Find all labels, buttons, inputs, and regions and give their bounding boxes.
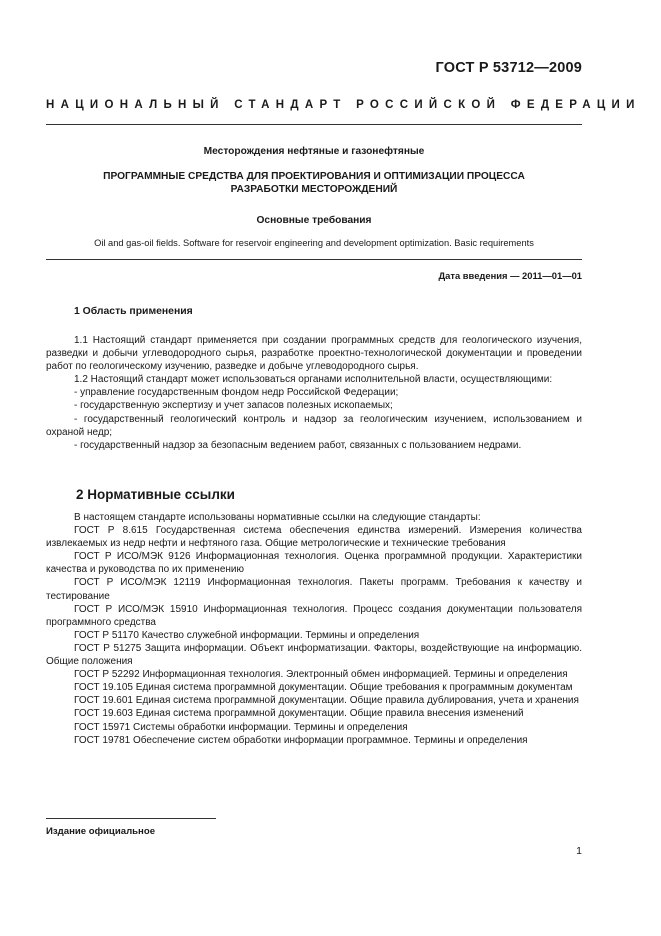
- document-title: [46, 171, 582, 196]
- section-1-heading: 1 Область применения: [74, 306, 193, 317]
- document-code: ГОСТ Р 53712—2009: [435, 60, 582, 76]
- section-2-body: [46, 511, 582, 747]
- reference-item: ГОСТ Р 52292 Информационная технология. Электронный обмен информацией. Термины и определения: [74, 669, 568, 681]
- title-line-2: РАЗРАБОТКИ МЕСТОРОЖДЕНИЙ: [230, 183, 398, 195]
- list-item: - управление государственным фондом недр Российской Федерации;: [74, 387, 399, 399]
- footer-divider: [46, 818, 216, 819]
- section-2-heading: 2 Нормативные ссылки: [76, 487, 235, 502]
- reference-item: ГОСТ 19.601 Единая система программной документации. Общие правила дублирования, учета и хранения: [74, 695, 579, 707]
- section-1-body: [46, 334, 582, 452]
- document-page: [46, 0, 641, 936]
- reference-item: ГОСТ 19.105 Единая система программной документации. Общие требования к программным документам: [74, 682, 573, 694]
- list-item: - государственный геологический контроль и надзор за геологическим изучением, использованием и охраной недр;: [46, 413, 582, 438]
- reference-item: ГОСТ Р 51275 Защита информации. Объект информатизации. Факторы, воздействующие на информацию. Общие положения: [46, 642, 582, 668]
- reference-item: ГОСТ Р ИСО/МЭК 12119 Информационная технология. Пакеты программ. Требования к качеству и тестирование: [46, 577, 582, 602]
- list-item: - государственный надзор за безопасным ведением работ, связанных с пользованием недрами.: [74, 439, 522, 451]
- title-line-1: ПРОГРАММНЫЕ СРЕДСТВА ДЛЯ ПРОЕКТИРОВАНИЯ И ОПТИМИЗАЦИИ ПРОЦЕССА: [103, 171, 525, 182]
- references-intro: В настоящем стандарте использованы нормативные ссылки на следующие стандарты:: [74, 512, 481, 523]
- reference-item: ГОСТ 19781 Обеспечение систем обработки информации программное. Термины и определения: [74, 734, 528, 746]
- introduction-date: Дата введения — 2011—01—01: [438, 270, 582, 281]
- reference-item: ГОСТ 15971 Системы обработки информации. Термины и определения: [74, 721, 408, 733]
- reference-item: ГОСТ Р ИСО/МЭК 15910 Информационная технология. Процесс создания документации пользователя программного средства: [46, 603, 582, 628]
- official-edition-label: Издание официальное: [46, 826, 156, 837]
- paragraph-1-1: 1.1 Настоящий стандарт применяется при создании программных средств для геологического изучения, разведки и добычи углеводородного сырья, разработке проектно-технологической документации и проведении работ по геологическому изучению, разведке и добыче углеводородного сырья.: [46, 335, 582, 373]
- field-of-application: Месторождения нефтяные и газонефтяные: [203, 146, 425, 157]
- national-standard-banner: НАЦИОНАЛЬНЫЙ СТАНДАРТ РОССИЙСКОЙ ФЕДЕРАЦИИ: [46, 99, 641, 111]
- title-divider: [46, 259, 582, 260]
- header-divider: [46, 124, 582, 125]
- reference-item: ГОСТ Р ИСО/МЭК 9126 Информационная технология. Оценка программной продукции. Характеристики качества и руководства по их применению: [46, 551, 582, 576]
- page-number: 1: [576, 845, 582, 857]
- list-item: - государственную экспертизу и учет запасов полезных ископаемых;: [74, 400, 393, 412]
- english-title: Oil and gas-oil fields. Software for reservoir engineering and development optimization. Basic requirements: [94, 238, 534, 248]
- document-subtitle: Основные требования: [256, 215, 372, 226]
- reference-item: ГОСТ 19.603 Единая система программной документации. Общие правила внесения изменений: [74, 708, 524, 720]
- reference-item: ГОСТ Р 51170 Качество служебной информации. Термины и определения: [74, 629, 420, 641]
- reference-item: ГОСТ Р 8.615 Государственная система обеспечения единства измерений. Измерения количества извлекаемых из недр нефти и нефтяного газа. Общие метрологические и технические требования: [46, 525, 582, 550]
- paragraph-1-2: 1.2 Настоящий стандарт может использоваться органами исполнительной власти, осуществляющими:: [74, 374, 553, 386]
